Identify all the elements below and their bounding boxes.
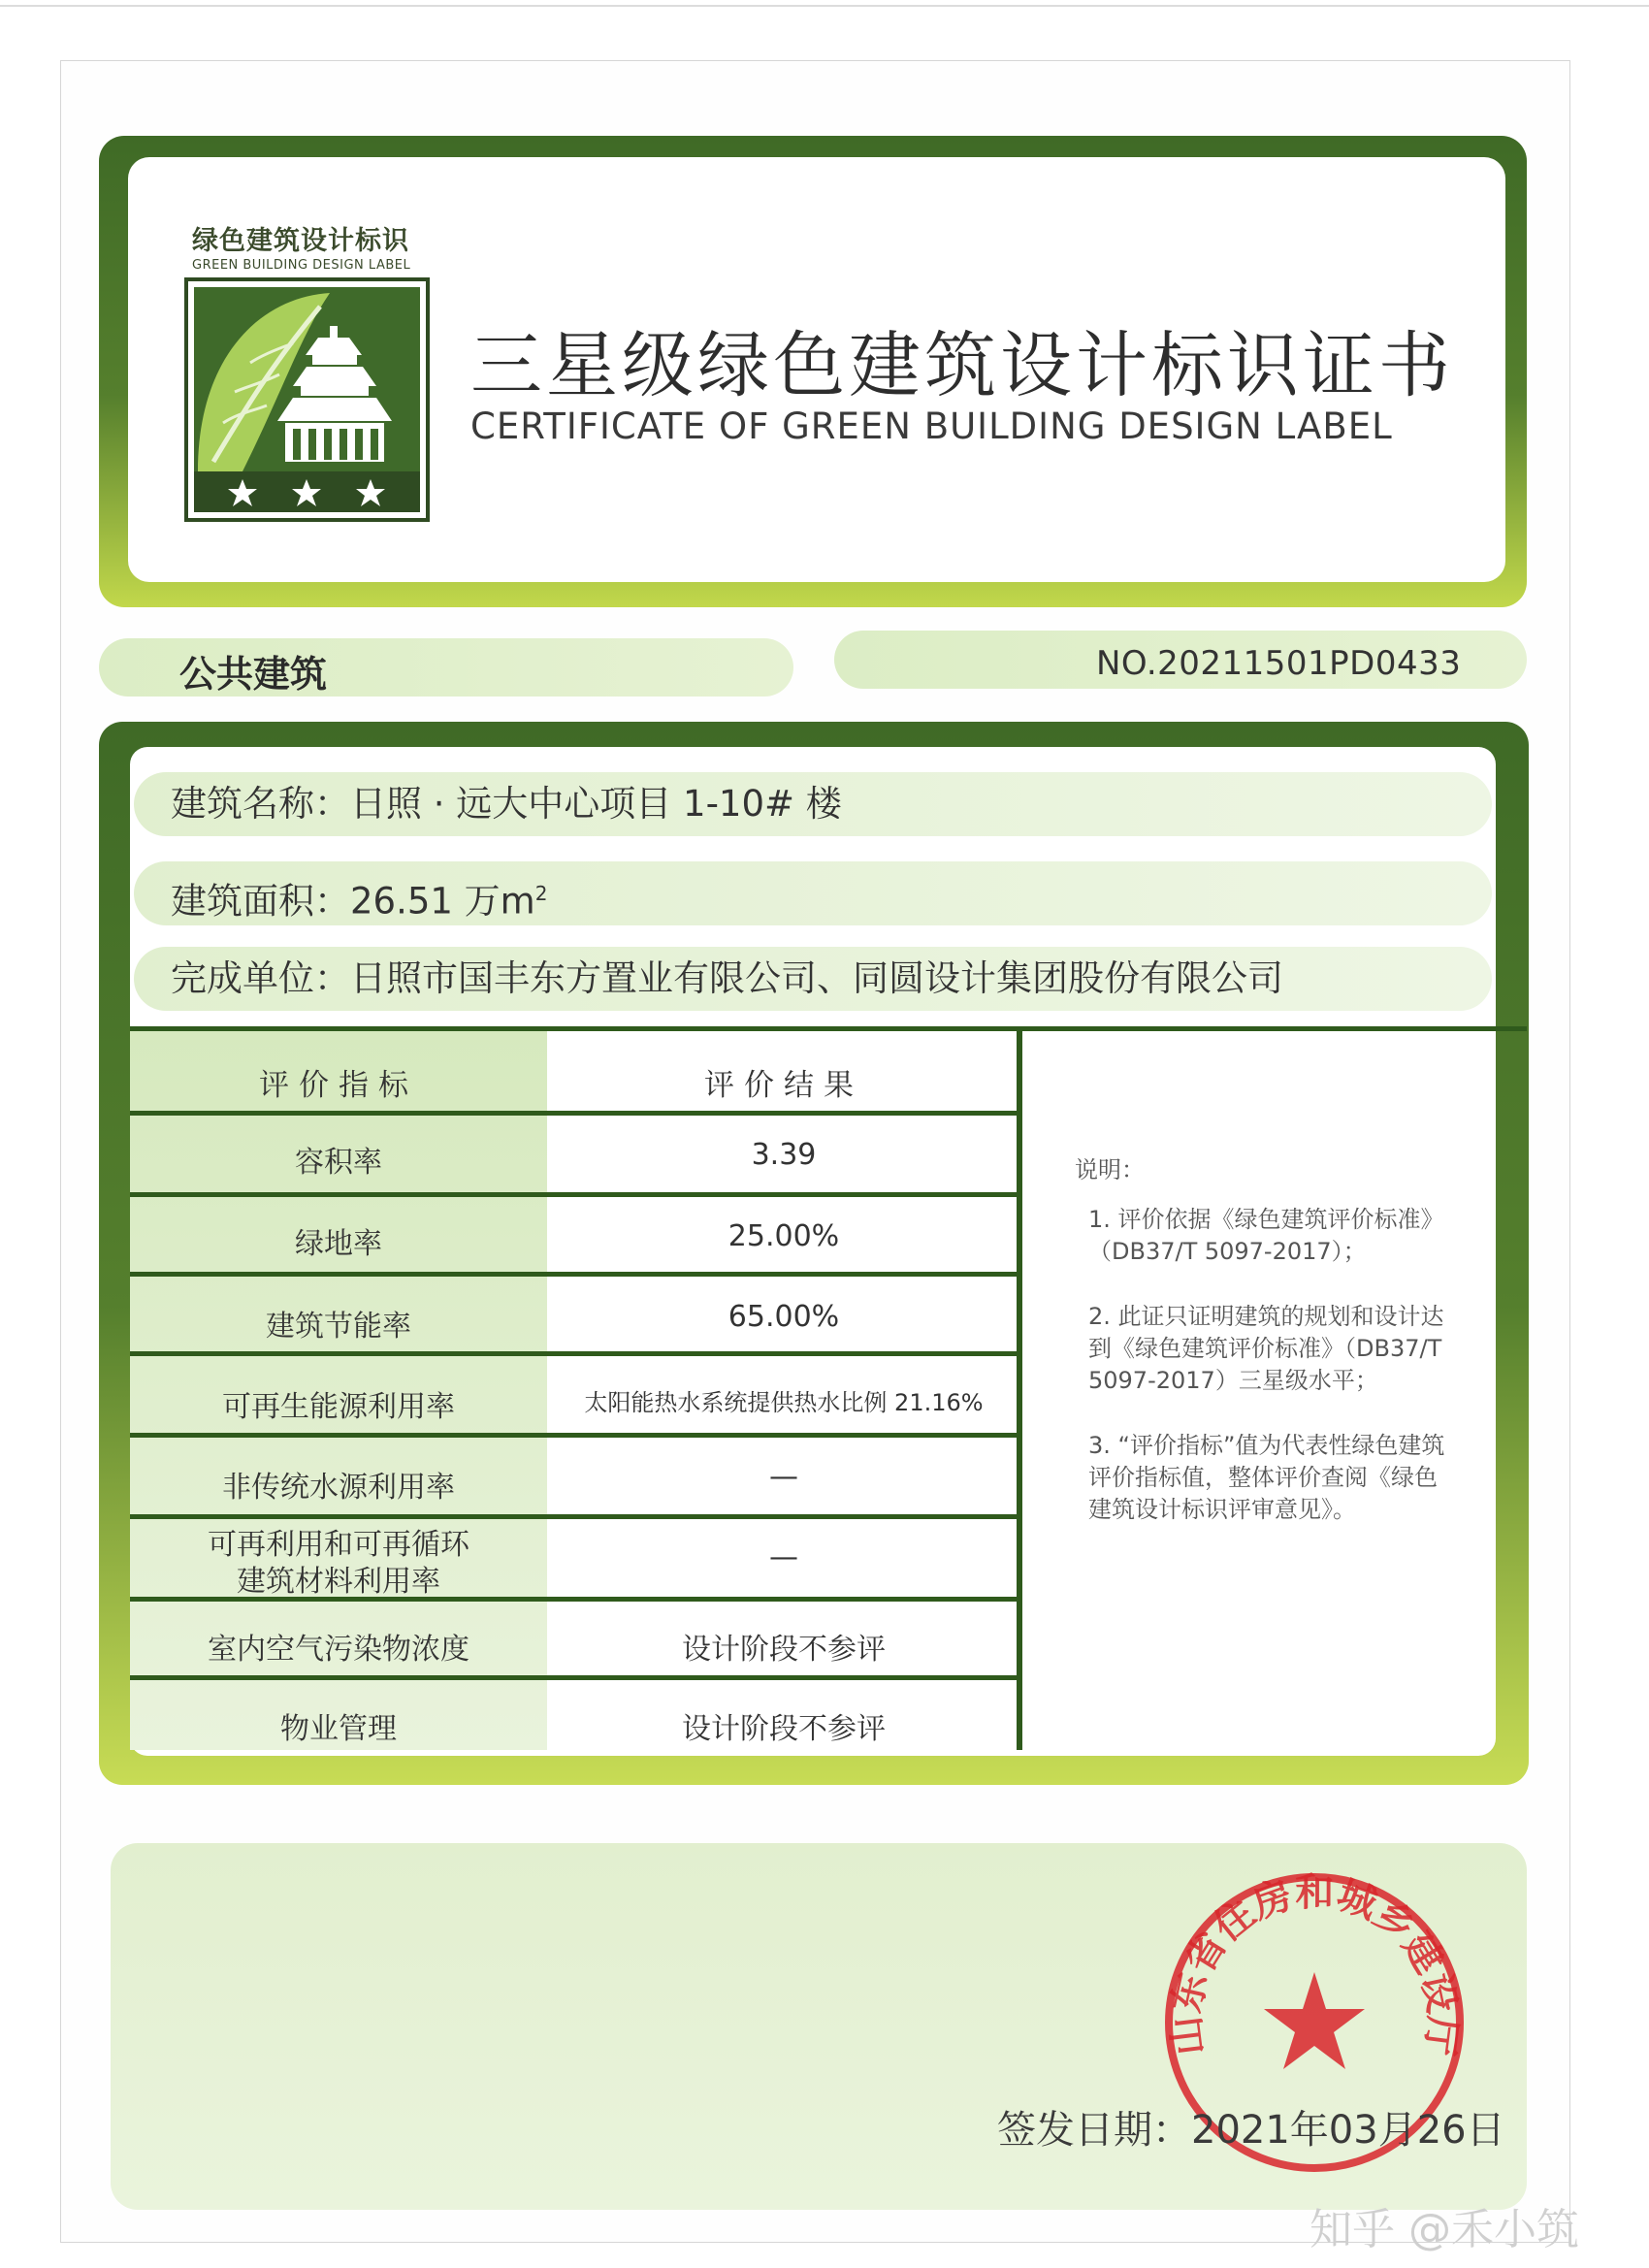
table-top-line (130, 1026, 1527, 1031)
table-row-result: 25.00% (728, 1219, 840, 1253)
table-row-result: 3.39 (751, 1138, 817, 1172)
notes-panel (1075, 1154, 1453, 1559)
table-row-indicator: 绿地率 (295, 1227, 382, 1261)
table-row-indicator: 物业管理 (280, 1712, 397, 1746)
table-row-line (130, 1272, 1022, 1277)
logo-subtitle: GREEN BUILDING DESIGN LABEL (192, 258, 411, 273)
certificate-title-english: CERTIFICATE OF GREEN BUILDING DESIGN LABEL (470, 405, 1393, 447)
logo-title: 绿色建筑设计标识 (192, 226, 409, 256)
table-row-indicator: 可再生能源利用率 (222, 1390, 455, 1424)
issue-date-label: 签发日期： (997, 2108, 1191, 2153)
table-header-result: 评价结果 (704, 1068, 863, 1103)
table-row-indicator: 容积率 (295, 1146, 382, 1180)
table-row-line (130, 1433, 1022, 1438)
building-name-row (134, 772, 1492, 836)
table-row-indicator: 建筑节能率 (266, 1310, 411, 1344)
building-name-value: 日照 · 远大中心项目 1-10# 楼 (350, 783, 842, 825)
table-row-result: — (769, 1460, 798, 1494)
building-area-row (134, 861, 1492, 925)
table-row-result: 设计阶段不参评 (682, 1633, 886, 1667)
note-item: 2. 此证只证明建筑的规划和设计达到《绿色建筑评价标准》（DB37/T 5097-2017）三星级水平； (1088, 1303, 1444, 1394)
table-row-indicator: 室内空气污染物浓度 (208, 1633, 469, 1667)
table-row-line (130, 1111, 1022, 1116)
temple-of-heaven-logo-icon (184, 277, 430, 522)
building-category: 公共建筑 (179, 653, 328, 696)
table-row-line (130, 1351, 1022, 1356)
table-row-result: — (769, 1540, 798, 1574)
completion-unit-value: 日照市国丰东方置业有限公司、同圆设计集团股份有限公司 (350, 957, 1283, 999)
top-border-line (0, 5, 1649, 7)
table-row-indicator (130, 1527, 547, 1601)
building-name-label: 建筑名称： (171, 783, 350, 825)
notes-title: 说明： (1075, 1156, 1145, 1183)
table-row-line (130, 1514, 1022, 1519)
area-unit-superscript: 2 (534, 882, 548, 905)
watermark: 知乎 @禾小筑 (1310, 2205, 1579, 2254)
table-row-result: 设计阶段不参评 (682, 1712, 886, 1746)
table-row-line (130, 1192, 1022, 1197)
certificate-title: 三星级绿色建筑设计标识证书 (470, 324, 1454, 407)
completion-unit-label: 完成单位： (171, 957, 350, 999)
table-row-indicator: 非传统水源利用率 (222, 1471, 455, 1505)
table-row-indicator-line2: 建筑材料利用率 (237, 1565, 440, 1599)
table-row-indicator-line1: 可再利用和可再循环 (208, 1528, 469, 1562)
table-row-result: 太阳能热水系统提供热水比例 21.16% (584, 1389, 984, 1416)
building-area-value: 26.51 万m (350, 880, 535, 923)
building-area-label: 建筑面积： (171, 880, 350, 923)
completion-unit-row (134, 947, 1492, 1011)
svg-text:山东省住房和城乡建设厅: 山东省住房和城乡建设厅 (1162, 1869, 1467, 2058)
table-row-line (130, 1675, 1022, 1680)
note-item: 3. “评价指标”值为代表性绿色建筑评价指标值，整体评价查阅《绿色建筑设计标识评审意见》。 (1088, 1432, 1445, 1523)
issue-date-line (997, 2099, 1505, 2155)
note-item: 1. 评价依据《绿色建筑评价标准》（DB37/T 5097-2017）； (1088, 1206, 1444, 1265)
certificate-number: NO.20211501PD0433 (1096, 644, 1462, 683)
issue-date-value: 2021年03月26日 (1191, 2108, 1505, 2153)
table-header-indicator: 评价指标 (259, 1068, 418, 1103)
table-row-result: 65.00% (728, 1300, 840, 1334)
